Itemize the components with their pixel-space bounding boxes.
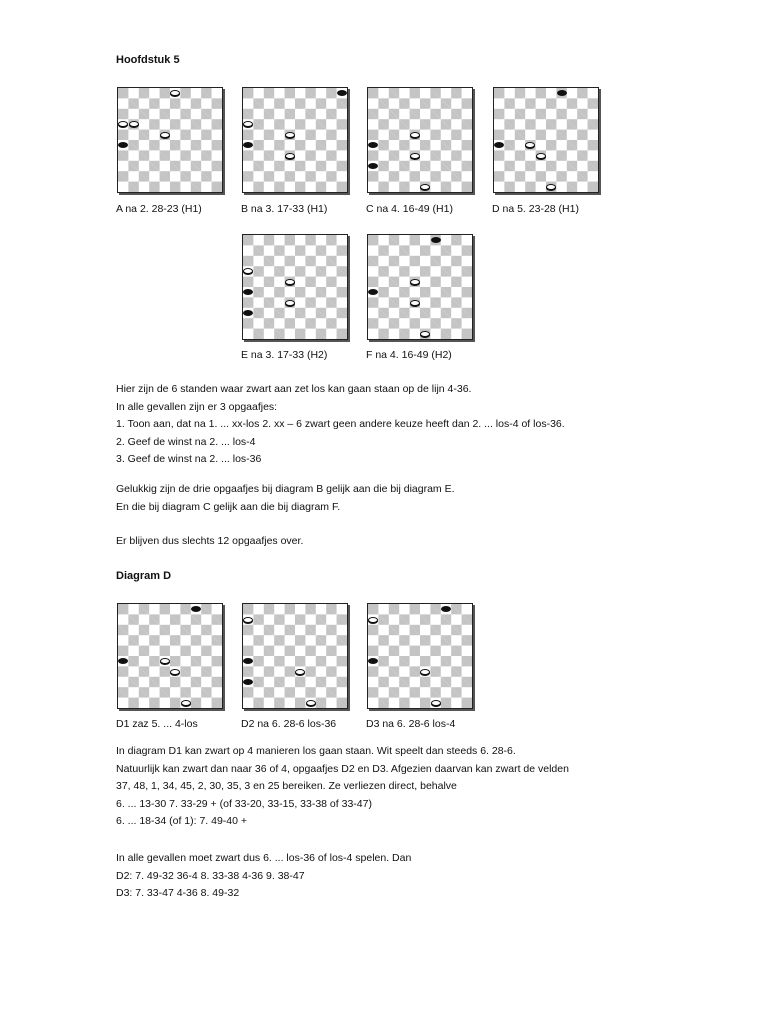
intro-paragraph <box>116 381 716 469</box>
text-line: 37, 48, 1, 34, 45, 2, 30, 35, 3 en 25 bereiken. Ze verliezen direct, behalve <box>116 780 457 792</box>
text-line: 1. Toon aan, dat na 1. ... xx-los 2. xx – 6 zwart geen andere keuze heeft dan 2. ... los-4 of los-36. <box>116 418 565 430</box>
white-piece <box>181 700 191 706</box>
text-line: En die bij diagram C gelijk aan die bij diagram F. <box>116 500 341 513</box>
black-piece <box>243 289 253 295</box>
white-piece <box>410 300 420 306</box>
white-piece <box>420 669 430 675</box>
diagram-a-caption: A na 2. 28-23 (H1) <box>116 203 202 215</box>
white-piece <box>420 184 430 190</box>
chapter-heading: Hoofdstuk 5 <box>116 54 180 66</box>
white-piece <box>410 132 420 138</box>
text-line: 6. ... 18-34 (of 1): 7. 49-40 + <box>116 815 248 827</box>
white-piece <box>243 121 253 127</box>
black-piece <box>118 142 128 148</box>
diagram-a-board <box>117 87 223 193</box>
text-line: 3. Geef de winst na 2. ... los-36 <box>116 453 262 465</box>
text-line: 6. ... 13-30 7. 33-29 + (of 33-20, 33-15, 33-38 of 33-47) <box>116 797 372 810</box>
diagram-d1-board <box>117 603 223 709</box>
black-piece <box>243 679 253 685</box>
black-piece <box>441 606 451 612</box>
black-piece <box>557 90 567 96</box>
white-piece <box>306 700 316 706</box>
diagram-d-heading: Diagram D <box>116 570 172 582</box>
diagram-d2-caption: D2 na 6. 28-6 los-36 <box>241 718 337 730</box>
text-line: In diagram D1 kan zwart op 4 manieren los gaan staan. Wit speelt dan steeds 6. 28-6. <box>116 745 516 757</box>
text-line: Er blijven dus slechts 12 opgaafjes over. <box>116 535 304 547</box>
white-piece <box>160 132 170 138</box>
black-piece <box>368 289 378 295</box>
diagram-d2-board <box>242 603 348 709</box>
black-piece <box>243 142 253 148</box>
diagram-f-caption: F na 4. 16-49 (H2) <box>366 349 452 361</box>
white-piece <box>285 279 295 285</box>
black-piece <box>368 142 378 148</box>
black-piece <box>118 658 128 664</box>
white-piece <box>410 153 420 159</box>
black-piece <box>243 658 253 664</box>
diagram-d3-board <box>367 603 473 709</box>
white-piece <box>118 121 128 127</box>
white-piece <box>536 153 546 159</box>
text-line: Gelukkig zijn de drie opgaafjes bij diagram B gelijk aan die bij diagram E. <box>116 483 455 495</box>
diagram-c-board <box>367 87 473 193</box>
diagram-c-caption: C na 4. 16-49 (H1) <box>366 203 453 215</box>
diagram-b-caption: B na 3. 17-33 (H1) <box>241 203 328 215</box>
text-line: D3: 7. 33-47 4-36 8. 49-32 <box>116 887 240 899</box>
white-piece <box>368 617 378 623</box>
diagram-d-board <box>493 87 599 193</box>
white-piece <box>170 669 180 675</box>
white-piece <box>285 153 295 159</box>
black-piece <box>368 163 378 169</box>
diagram-b-board <box>242 87 348 193</box>
black-piece <box>243 310 253 316</box>
white-piece <box>410 279 420 285</box>
text-line: In alle gevallen moet zwart dus 6. ... los-36 of los-4 spelen. Dan <box>116 852 412 864</box>
diagram-e-board <box>242 234 348 340</box>
text-line: 2. Geef de winst na 2. ... los-4 <box>116 435 256 448</box>
white-piece <box>160 658 170 664</box>
equivalence-paragraph <box>116 481 716 516</box>
conclusion-paragraph <box>116 850 716 903</box>
diagram-d-paragraph <box>116 743 716 831</box>
text-line: Natuurlijk kan zwart dan naar 36 of 4, opgaafjes D2 en D3. Afgezien daarvan kan zwart de velden <box>116 762 569 775</box>
diagram-d-caption: D na 5. 23-28 (H1) <box>492 203 579 215</box>
white-piece <box>285 300 295 306</box>
white-piece <box>431 700 441 706</box>
diagram-f-board <box>367 234 473 340</box>
text-line: Hier zijn de 6 standen waar zwart aan zet los kan gaan staan op de lijn 4-36. <box>116 383 472 395</box>
diagram-d1-caption: D1 zaz 5. ... 4-los <box>116 718 198 730</box>
white-piece <box>129 121 139 127</box>
white-piece <box>525 142 535 148</box>
white-piece <box>243 268 253 274</box>
black-piece <box>494 142 504 148</box>
diagram-d3-caption: D3 na 6. 28-6 los-4 <box>366 718 456 730</box>
black-piece <box>368 658 378 664</box>
text-line: D2: 7. 49-32 36-4 8. 33-38 4-36 9. 38-47 <box>116 869 305 882</box>
white-piece <box>295 669 305 675</box>
text-line: In alle gevallen zijn er 3 opgaafjes: <box>116 400 278 413</box>
black-piece <box>431 237 441 243</box>
white-piece <box>170 90 180 96</box>
white-piece <box>243 617 253 623</box>
black-piece <box>191 606 201 612</box>
diagram-e-caption: E na 3. 17-33 (H2) <box>241 349 328 361</box>
white-piece <box>285 132 295 138</box>
black-piece <box>337 90 347 96</box>
white-piece <box>546 184 556 190</box>
remaining-paragraph <box>116 533 716 551</box>
white-piece <box>420 331 430 337</box>
